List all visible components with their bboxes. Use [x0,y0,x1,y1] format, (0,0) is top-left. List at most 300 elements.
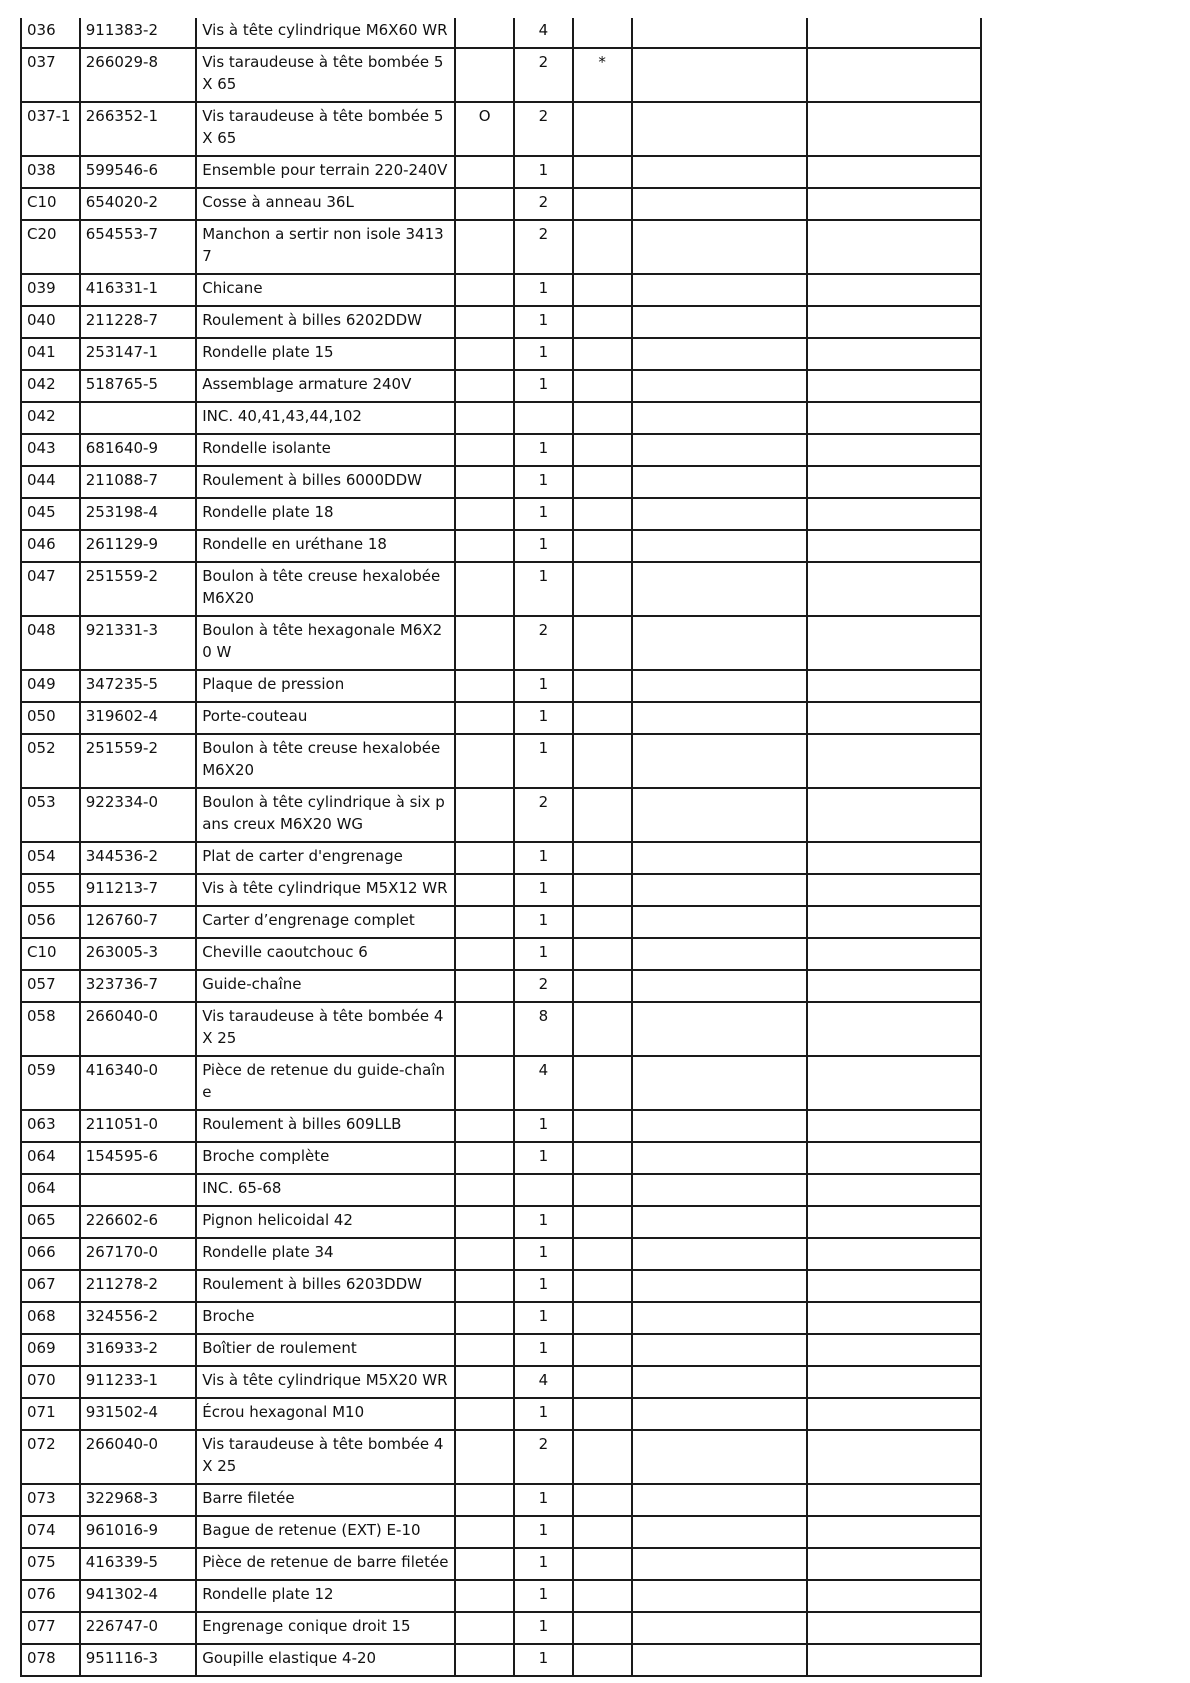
note-cell [573,906,632,938]
empty-cell [807,906,981,938]
ref-number-cell: 038 [21,156,80,188]
empty-cell [632,1366,807,1398]
quantity-cell: 1 [514,306,573,338]
empty-cell [632,1580,807,1612]
mark-cell [455,1612,514,1644]
empty-cell [807,156,981,188]
description-cell: Broche [196,1302,455,1334]
mark-cell [455,220,514,274]
description-cell: Porte-couteau [196,702,455,734]
empty-cell [632,616,807,670]
table-row [21,1002,981,1056]
table-row [21,1334,981,1366]
note-cell [573,1302,632,1334]
empty-cell [632,48,807,102]
quantity-cell: 2 [514,48,573,102]
table-row [21,1238,981,1270]
quantity-cell: 1 [514,1334,573,1366]
empty-cell [807,670,981,702]
ref-number-cell: 045 [21,498,80,530]
note-cell [573,874,632,906]
empty-cell [807,338,981,370]
mark-cell [455,1110,514,1142]
mark-cell [455,562,514,616]
note-cell [573,530,632,562]
quantity-cell: 1 [514,938,573,970]
ref-number-cell: C10 [21,188,80,220]
quantity-cell: 2 [514,102,573,156]
note-cell [573,1056,632,1110]
quantity-cell: 1 [514,734,573,788]
note-cell [573,1270,632,1302]
mark-cell [455,842,514,874]
part-number-cell: 226602-6 [80,1206,196,1238]
note-cell [573,220,632,274]
empty-cell [632,466,807,498]
part-number-cell: 416340-0 [80,1056,196,1110]
quantity-cell: 2 [514,188,573,220]
empty-cell [632,18,807,48]
table-row [21,1366,981,1398]
part-number-cell: 654020-2 [80,188,196,220]
quantity-cell: 1 [514,842,573,874]
table-row [21,498,981,530]
quantity-cell: 1 [514,1548,573,1580]
table-row [21,842,981,874]
description-cell: Rondelle plate 15 [196,338,455,370]
note-cell [573,466,632,498]
empty-cell [632,1334,807,1366]
empty-cell [632,1056,807,1110]
table-row [21,1270,981,1302]
empty-cell [807,402,981,434]
note-cell [573,1110,632,1142]
quantity-cell: 1 [514,156,573,188]
mark-cell [455,1548,514,1580]
part-number-cell: 154595-6 [80,1142,196,1174]
note-cell [573,702,632,734]
mark-cell [455,530,514,562]
mark-cell [455,1174,514,1206]
part-number-cell: 911213-7 [80,874,196,906]
description-cell: Vis à tête cylindrique M6X60 WR [196,18,455,48]
mark-cell [455,370,514,402]
mark-cell [455,498,514,530]
description-cell: Roulement à billes 6202DDW [196,306,455,338]
empty-cell [807,1484,981,1516]
empty-cell [632,1516,807,1548]
quantity-cell: 1 [514,1110,573,1142]
note-cell [573,938,632,970]
empty-cell [632,1398,807,1430]
table-row [21,616,981,670]
part-number-cell [80,1174,196,1206]
note-cell [573,156,632,188]
quantity-cell: 1 [514,498,573,530]
note-cell [573,1644,632,1676]
empty-cell [807,1302,981,1334]
empty-cell [632,1206,807,1238]
mark-cell [455,1002,514,1056]
empty-cell [632,562,807,616]
ref-number-cell: 048 [21,616,80,670]
part-number-cell: 323736-7 [80,970,196,1002]
mark-cell [455,1516,514,1548]
empty-cell [807,970,981,1002]
empty-cell [632,370,807,402]
ref-number-cell: 073 [21,1484,80,1516]
part-number-cell: 211278-2 [80,1270,196,1302]
description-cell: Boulon à tête creuse hexalobée M6X20 [196,734,455,788]
table-row [21,1516,981,1548]
mark-cell [455,1238,514,1270]
note-cell [573,1142,632,1174]
part-number-cell: 921331-3 [80,616,196,670]
mark-cell [455,338,514,370]
quantity-cell: 1 [514,906,573,938]
part-number-cell: 518765-5 [80,370,196,402]
mark-cell [455,702,514,734]
description-cell: INC. 65-68 [196,1174,455,1206]
part-number-cell: 266040-0 [80,1430,196,1484]
note-cell: * [573,48,632,102]
quantity-cell: 2 [514,970,573,1002]
description-cell: Rondelle plate 12 [196,1580,455,1612]
note-cell [573,1580,632,1612]
note-cell [573,1334,632,1366]
table-row [21,274,981,306]
empty-cell [807,1110,981,1142]
quantity-cell: 1 [514,466,573,498]
note-cell [573,1366,632,1398]
table-row [21,562,981,616]
mark-cell [455,1334,514,1366]
description-cell: Vis taraudeuse à tête bombée 5X 65 [196,48,455,102]
empty-cell [632,1238,807,1270]
empty-cell [632,1002,807,1056]
description-cell: Assemblage armature 240V [196,370,455,402]
empty-cell [807,102,981,156]
empty-cell [807,1056,981,1110]
mark-cell [455,466,514,498]
part-number-cell: 316933-2 [80,1334,196,1366]
empty-cell [632,1430,807,1484]
description-cell: Pièce de retenue du guide-chaîn e [196,1056,455,1110]
ref-number-cell: 040 [21,306,80,338]
table-row [21,402,981,434]
note-cell [573,1398,632,1430]
table-row [21,156,981,188]
ref-number-cell: 076 [21,1580,80,1612]
table-row [21,906,981,938]
quantity-cell: 1 [514,1516,573,1548]
empty-cell [632,734,807,788]
mark-cell [455,306,514,338]
empty-cell [632,1174,807,1206]
mark-cell [455,434,514,466]
empty-cell [807,1612,981,1644]
parts-table [20,18,982,1677]
quantity-cell: 2 [514,1430,573,1484]
part-number-cell: 911233-1 [80,1366,196,1398]
note-cell [573,498,632,530]
description-cell: Rondelle isolante [196,434,455,466]
table-row [21,1174,981,1206]
empty-cell [632,1484,807,1516]
description-cell: Carter d’engrenage complet [196,906,455,938]
mark-cell [455,906,514,938]
description-cell: Rondelle plate 34 [196,1238,455,1270]
part-number-cell: 922334-0 [80,788,196,842]
ref-number-cell: 057 [21,970,80,1002]
part-number-cell: 941302-4 [80,1580,196,1612]
empty-cell [807,1334,981,1366]
quantity-cell: 1 [514,338,573,370]
part-number-cell: 253147-1 [80,338,196,370]
table-row [21,1206,981,1238]
quantity-cell: 1 [514,874,573,906]
note-cell [573,370,632,402]
part-number-cell: 931502-4 [80,1398,196,1430]
description-cell: Goupille elastique 4-20 [196,1644,455,1676]
description-cell: Guide-chaîne [196,970,455,1002]
ref-number-cell: 059 [21,1056,80,1110]
note-cell [573,434,632,466]
table-row [21,1056,981,1110]
mark-cell [455,616,514,670]
ref-number-cell: 036 [21,18,80,48]
table-row [21,1398,981,1430]
empty-cell [807,562,981,616]
part-number-cell: 416331-1 [80,274,196,306]
table-row [21,338,981,370]
description-cell: Rondelle plate 18 [196,498,455,530]
description-cell: Vis à tête cylindrique M5X20 WR [196,1366,455,1398]
mark-cell [455,156,514,188]
empty-cell [632,1270,807,1302]
table-row [21,466,981,498]
part-number-cell: 253198-4 [80,498,196,530]
description-cell: Boulon à tête cylindrique à six pans creux M6X20 WG [196,788,455,842]
note-cell [573,842,632,874]
description-cell: Boulon à tête creuse hexalobée M6X20 [196,562,455,616]
ref-number-cell: 068 [21,1302,80,1334]
empty-cell [807,788,981,842]
description-cell: Vis taraudeuse à tête bombée 5X 65 [196,102,455,156]
ref-number-cell: 053 [21,788,80,842]
mark-cell [455,1206,514,1238]
part-number-cell [80,402,196,434]
mark-cell [455,938,514,970]
part-number-cell: 654553-7 [80,220,196,274]
description-cell: Barre filetée [196,1484,455,1516]
mark-cell [455,970,514,1002]
part-number-cell: 251559-2 [80,734,196,788]
mark-cell [455,734,514,788]
table-row [21,1548,981,1580]
description-cell: Boîtier de roulement [196,1334,455,1366]
part-number-cell: 681640-9 [80,434,196,466]
ref-number-cell: 077 [21,1612,80,1644]
quantity-cell: 1 [514,1644,573,1676]
ref-number-cell: C20 [21,220,80,274]
empty-cell [807,1142,981,1174]
ref-number-cell: 046 [21,530,80,562]
part-number-cell: 911383-2 [80,18,196,48]
quantity-cell: 4 [514,18,573,48]
note-cell [573,970,632,1002]
empty-cell [807,616,981,670]
description-cell: Ensemble pour terrain 220-240V [196,156,455,188]
table-row [21,370,981,402]
ref-number-cell: 072 [21,1430,80,1484]
ref-number-cell: 064 [21,1142,80,1174]
ref-number-cell: 067 [21,1270,80,1302]
table-row [21,874,981,906]
empty-cell [807,18,981,48]
quantity-cell: 1 [514,370,573,402]
note-cell [573,1002,632,1056]
ref-number-cell: 065 [21,1206,80,1238]
ref-number-cell: 037 [21,48,80,102]
description-cell: Cosse à anneau 36L [196,188,455,220]
table-row [21,1580,981,1612]
table-row [21,102,981,156]
empty-cell [807,1002,981,1056]
empty-cell [632,530,807,562]
table-row [21,530,981,562]
empty-cell [807,220,981,274]
mark-cell: O [455,102,514,156]
ref-number-cell: 070 [21,1366,80,1398]
part-number-cell: 266352-1 [80,102,196,156]
ref-number-cell: 055 [21,874,80,906]
mark-cell [455,1644,514,1676]
note-cell [573,670,632,702]
mark-cell [455,788,514,842]
table-row [21,48,981,102]
mark-cell [455,874,514,906]
quantity-cell: 1 [514,1398,573,1430]
mark-cell [455,1484,514,1516]
part-number-cell: 322968-3 [80,1484,196,1516]
quantity-cell: 1 [514,1206,573,1238]
empty-cell [632,1110,807,1142]
mark-cell [455,188,514,220]
quantity-cell: 1 [514,530,573,562]
table-row [21,1644,981,1676]
ref-number-cell: 039 [21,274,80,306]
table-row [21,938,981,970]
quantity-cell: 1 [514,1142,573,1174]
description-cell: Plat de carter d'engrenage [196,842,455,874]
quantity-cell: 8 [514,1002,573,1056]
mark-cell [455,1366,514,1398]
description-cell: Vis taraudeuse à tête bombée 4X 25 [196,1002,455,1056]
empty-cell [632,274,807,306]
part-number-cell: 211228-7 [80,306,196,338]
part-number-cell: 324556-2 [80,1302,196,1334]
mark-cell [455,402,514,434]
part-number-cell: 251559-2 [80,562,196,616]
parts-table-body [21,18,981,1676]
part-number-cell: 226747-0 [80,1612,196,1644]
part-number-cell: 267170-0 [80,1238,196,1270]
note-cell [573,1516,632,1548]
ref-number-cell: 056 [21,906,80,938]
empty-cell [632,1302,807,1334]
empty-cell [632,670,807,702]
note-cell [573,402,632,434]
description-cell: Engrenage conique droit 15 [196,1612,455,1644]
empty-cell [807,1398,981,1430]
empty-cell [807,188,981,220]
note-cell [573,1206,632,1238]
mark-cell [455,1302,514,1334]
description-cell: Manchon a sertir non isole 3413 7 [196,220,455,274]
empty-cell [632,220,807,274]
part-number-cell: 951116-3 [80,1644,196,1676]
part-number-cell: 211051-0 [80,1110,196,1142]
empty-cell [632,338,807,370]
empty-cell [632,1612,807,1644]
empty-cell [632,938,807,970]
empty-cell [807,1366,981,1398]
quantity-cell: 1 [514,702,573,734]
ref-number-cell: 064 [21,1174,80,1206]
mark-cell [455,1270,514,1302]
empty-cell [807,498,981,530]
note-cell [573,616,632,670]
quantity-cell: 1 [514,1484,573,1516]
ref-number-cell: 042 [21,370,80,402]
mark-cell [455,1142,514,1174]
part-number-cell: 347235-5 [80,670,196,702]
empty-cell [807,370,981,402]
empty-cell [632,434,807,466]
empty-cell [807,938,981,970]
note-cell [573,1548,632,1580]
empty-cell [807,1270,981,1302]
table-row [21,734,981,788]
quantity-cell: 1 [514,670,573,702]
part-number-cell: 599546-6 [80,156,196,188]
note-cell [573,562,632,616]
ref-number-cell: 069 [21,1334,80,1366]
ref-number-cell: 054 [21,842,80,874]
description-cell: INC. 40,41,43,44,102 [196,402,455,434]
table-row [21,306,981,338]
quantity-cell: 1 [514,1270,573,1302]
description-cell: Roulement à billes 6203DDW [196,1270,455,1302]
note-cell [573,1174,632,1206]
description-cell: Broche complète [196,1142,455,1174]
mark-cell [455,1056,514,1110]
note-cell [573,274,632,306]
quantity-cell: 2 [514,616,573,670]
table-row [21,702,981,734]
part-number-cell: 266029-8 [80,48,196,102]
part-number-cell: 263005-3 [80,938,196,970]
quantity-cell: 1 [514,1580,573,1612]
table-row [21,1110,981,1142]
quantity-cell: 2 [514,788,573,842]
empty-cell [632,1548,807,1580]
mark-cell [455,1430,514,1484]
table-row [21,220,981,274]
empty-cell [807,1430,981,1484]
table-row [21,970,981,1002]
